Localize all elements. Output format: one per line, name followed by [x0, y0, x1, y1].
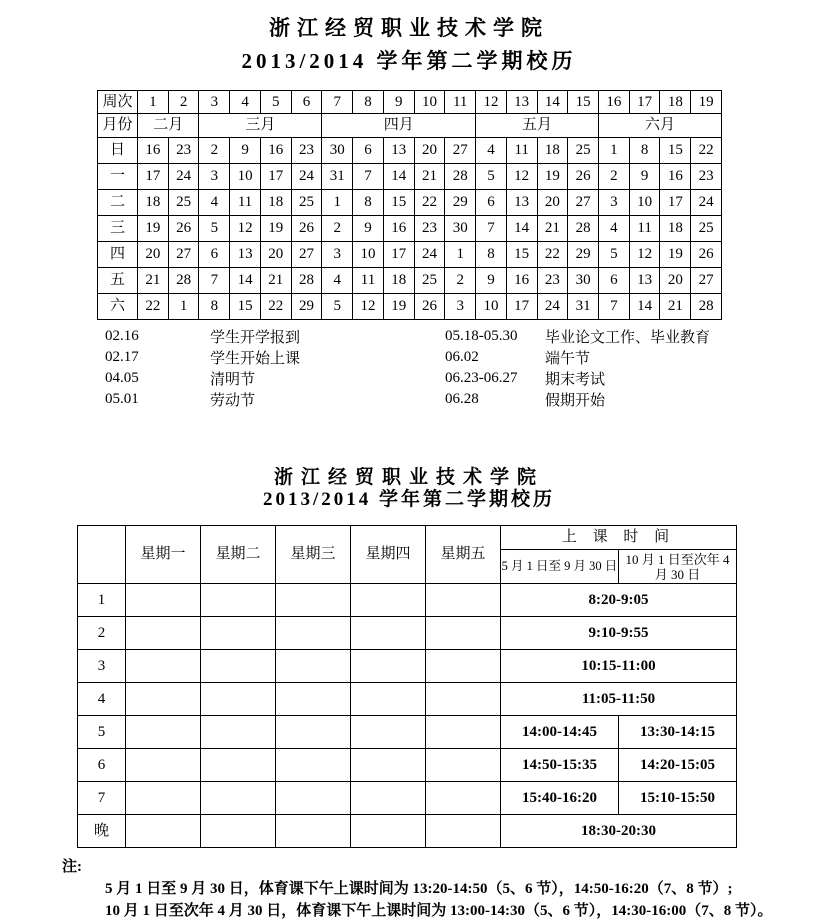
date-cell: 8 — [629, 138, 660, 164]
date-cell: 24 — [691, 190, 722, 216]
empty-schedule-cell — [201, 650, 276, 683]
date-cell: 15 — [660, 138, 691, 164]
date-cell: 10 — [629, 190, 660, 216]
date-cell: 10 — [476, 294, 507, 320]
event-desc: 学生开学报到 — [210, 330, 301, 346]
date-cell: 26 — [568, 164, 599, 190]
date-cell: 15 — [230, 294, 261, 320]
schedule-row — [78, 716, 737, 749]
empty-schedule-cell — [351, 650, 426, 683]
date-cell: 7 — [199, 268, 230, 294]
month-cell: 三月 — [199, 114, 322, 138]
week-number-cell: 16 — [599, 91, 630, 114]
date-cell: 14 — [383, 164, 414, 190]
empty-schedule-cell — [426, 584, 501, 617]
date-cell: 6 — [476, 190, 507, 216]
event-row — [105, 389, 818, 410]
event-row — [105, 368, 818, 389]
period-1-header: 5 月 1 日至 9 月 30 日 — [501, 550, 619, 584]
class-time: 18:30-20:30 — [501, 815, 737, 848]
schedule-row — [78, 584, 737, 617]
week-number-cell: 6 — [291, 91, 322, 114]
date-cell: 1 — [168, 294, 199, 320]
date-cell: 14 — [629, 294, 660, 320]
date-cell: 14 — [506, 216, 537, 242]
school-name-title-2: 浙江经贸职业技术学院 — [273, 467, 544, 488]
date-cell: 2 — [445, 268, 476, 294]
schedule-row — [78, 782, 737, 815]
event-date: 06.23-06.27 — [445, 370, 518, 386]
week-number-cell: 8 — [353, 91, 384, 114]
empty-schedule-cell — [276, 683, 351, 716]
empty-schedule-cell — [276, 650, 351, 683]
class-time-winter: 15:10-15:50 — [619, 782, 737, 815]
day-of-week-label: 一 — [98, 164, 138, 190]
empty-schedule-cell — [276, 782, 351, 815]
schedule-header-row — [78, 526, 737, 550]
date-cell: 29 — [291, 294, 322, 320]
calendar-day-row — [98, 216, 722, 242]
date-cell: 16 — [138, 138, 169, 164]
month-cell: 二月 — [138, 114, 199, 138]
date-cell: 3 — [199, 164, 230, 190]
date-cell: 18 — [260, 190, 291, 216]
event-date: 06.02 — [445, 349, 479, 365]
date-cell: 1 — [445, 242, 476, 268]
date-cell: 25 — [691, 216, 722, 242]
event-date: 02.17 — [105, 349, 139, 365]
date-cell: 2 — [322, 216, 353, 242]
semester-title: 2013/2014 学年第二学期校历 — [241, 49, 577, 73]
class-time: 8:20-9:05 — [501, 584, 737, 617]
date-cell: 11 — [629, 216, 660, 242]
date-cell: 7 — [476, 216, 507, 242]
date-cell: 27 — [445, 138, 476, 164]
date-cell: 9 — [476, 268, 507, 294]
week-number-cell: 13 — [506, 91, 537, 114]
empty-schedule-cell — [201, 584, 276, 617]
schedule-row — [78, 617, 737, 650]
week-number-cell: 15 — [568, 91, 599, 114]
period-number: 7 — [78, 782, 126, 815]
date-cell: 10 — [230, 164, 261, 190]
date-cell: 17 — [260, 164, 291, 190]
date-cell: 21 — [537, 216, 568, 242]
calendar-day-row — [98, 242, 722, 268]
date-cell: 25 — [568, 138, 599, 164]
event-row — [105, 347, 818, 368]
date-cell: 15 — [506, 242, 537, 268]
event-date: 06.28 — [445, 391, 479, 407]
week-number-cell: 2 — [168, 91, 199, 114]
class-time-winter: 13:30-14:15 — [619, 716, 737, 749]
calendar-day-row — [98, 190, 722, 216]
date-cell: 12 — [353, 294, 384, 320]
date-cell: 11 — [506, 138, 537, 164]
date-cell: 16 — [660, 164, 691, 190]
empty-schedule-cell — [276, 815, 351, 848]
date-cell: 19 — [260, 216, 291, 242]
date-cell: 25 — [168, 190, 199, 216]
schedule-section-header — [0, 467, 818, 511]
period-number: 4 — [78, 683, 126, 716]
school-name-title: 浙江经贸职业技术学院 — [269, 16, 549, 40]
event-desc: 期末考试 — [545, 372, 606, 388]
date-cell: 17 — [506, 294, 537, 320]
week-number-cell: 17 — [629, 91, 660, 114]
week-number-cell: 9 — [383, 91, 414, 114]
event-row — [105, 326, 818, 347]
key-dates-list — [105, 326, 818, 410]
day-of-week-label: 日 — [98, 138, 138, 164]
class-time: 9:10-9:55 — [501, 617, 737, 650]
date-cell: 24 — [168, 164, 199, 190]
date-cell: 27 — [291, 242, 322, 268]
date-cell: 26 — [291, 216, 322, 242]
day-of-week-label: 六 — [98, 294, 138, 320]
class-time: 10:15-11:00 — [501, 650, 737, 683]
date-cell: 30 — [322, 138, 353, 164]
empty-schedule-cell — [351, 716, 426, 749]
academic-calendar-table — [97, 90, 722, 320]
empty-schedule-cell — [351, 683, 426, 716]
weekday-header: 星期三 — [276, 526, 351, 584]
empty-schedule-cell — [426, 716, 501, 749]
date-cell: 26 — [168, 216, 199, 242]
date-cell: 2 — [199, 138, 230, 164]
date-cell: 8 — [353, 190, 384, 216]
day-of-week-label: 五 — [98, 268, 138, 294]
date-cell: 28 — [168, 268, 199, 294]
date-cell: 23 — [414, 216, 445, 242]
calendar-day-row — [98, 294, 722, 320]
empty-schedule-cell — [201, 749, 276, 782]
date-cell: 21 — [138, 268, 169, 294]
period-number: 5 — [78, 716, 126, 749]
empty-schedule-cell — [426, 815, 501, 848]
date-cell: 26 — [691, 242, 722, 268]
week-number-cell: 18 — [660, 91, 691, 114]
date-cell: 12 — [629, 242, 660, 268]
date-cell: 10 — [353, 242, 384, 268]
week-number-cell: 3 — [199, 91, 230, 114]
empty-schedule-cell — [426, 683, 501, 716]
date-cell: 8 — [476, 242, 507, 268]
empty-schedule-cell — [201, 617, 276, 650]
date-cell: 20 — [414, 138, 445, 164]
date-cell: 22 — [138, 294, 169, 320]
event-date: 04.05 — [105, 370, 139, 386]
empty-schedule-cell — [126, 815, 201, 848]
date-cell: 28 — [568, 216, 599, 242]
week-number-cell: 10 — [414, 91, 445, 114]
class-time-summer: 15:40-16:20 — [501, 782, 619, 815]
event-desc: 劳动节 — [210, 393, 256, 409]
empty-schedule-cell — [351, 584, 426, 617]
date-cell: 9 — [353, 216, 384, 242]
month-cell: 四月 — [322, 114, 476, 138]
date-cell: 21 — [260, 268, 291, 294]
date-cell: 29 — [568, 242, 599, 268]
schedule-row — [78, 815, 737, 848]
date-cell: 7 — [599, 294, 630, 320]
corner-cell — [78, 526, 126, 584]
date-cell: 5 — [599, 242, 630, 268]
week-number-cell: 1 — [138, 91, 169, 114]
class-time-schedule-table — [77, 525, 737, 848]
empty-schedule-cell — [426, 650, 501, 683]
date-cell: 25 — [414, 268, 445, 294]
date-cell: 23 — [168, 138, 199, 164]
month-row — [98, 114, 722, 138]
schedule-row — [78, 650, 737, 683]
week-number-cell: 19 — [691, 91, 722, 114]
schedule-row — [78, 749, 737, 782]
notes-section — [62, 857, 818, 922]
semester-title-2: 2013/2014 学年第二学期校历 — [262, 489, 556, 510]
date-cell: 11 — [353, 268, 384, 294]
event-desc: 端午节 — [545, 351, 591, 367]
date-cell: 5 — [322, 294, 353, 320]
date-cell: 8 — [199, 294, 230, 320]
date-cell: 23 — [291, 138, 322, 164]
document-header — [0, 0, 818, 74]
date-cell: 20 — [660, 268, 691, 294]
schedule-row — [78, 683, 737, 716]
date-cell: 16 — [260, 138, 291, 164]
date-cell: 19 — [138, 216, 169, 242]
date-cell: 24 — [291, 164, 322, 190]
date-cell: 20 — [138, 242, 169, 268]
date-cell: 5 — [199, 216, 230, 242]
week-number-cell: 12 — [476, 91, 507, 114]
date-cell: 13 — [506, 190, 537, 216]
empty-schedule-cell — [426, 617, 501, 650]
date-cell: 28 — [691, 294, 722, 320]
date-cell: 23 — [691, 164, 722, 190]
period-number: 晚 — [78, 815, 126, 848]
date-cell: 28 — [291, 268, 322, 294]
date-cell: 5 — [476, 164, 507, 190]
date-cell: 15 — [383, 190, 414, 216]
date-cell: 13 — [629, 268, 660, 294]
date-cell: 25 — [291, 190, 322, 216]
date-cell: 22 — [691, 138, 722, 164]
date-cell: 3 — [322, 242, 353, 268]
week-number-cell: 14 — [537, 91, 568, 114]
date-cell: 18 — [383, 268, 414, 294]
month-header-label: 月份 — [98, 114, 138, 138]
calendar-day-row — [98, 138, 722, 164]
date-cell: 16 — [506, 268, 537, 294]
day-of-week-label: 二 — [98, 190, 138, 216]
weekday-header: 星期四 — [351, 526, 426, 584]
weekday-header: 星期一 — [126, 526, 201, 584]
empty-schedule-cell — [276, 716, 351, 749]
event-date: 05.01 — [105, 391, 139, 407]
empty-schedule-cell — [201, 716, 276, 749]
date-cell: 18 — [138, 190, 169, 216]
period-number: 3 — [78, 650, 126, 683]
date-cell: 22 — [537, 242, 568, 268]
class-time-summer: 14:00-14:45 — [501, 716, 619, 749]
notes-label: 注: — [62, 859, 82, 875]
note-line-2: 10 月 1 日至次年 4 月 30 日，体育课下午上课时间为 13:00-14:30（5、6 节），14:30-16:00（7、8 节）。 — [105, 903, 773, 919]
weekday-header: 星期二 — [201, 526, 276, 584]
date-cell: 30 — [568, 268, 599, 294]
date-cell: 24 — [537, 294, 568, 320]
event-desc: 学生开始上课 — [210, 351, 301, 367]
empty-schedule-cell — [126, 584, 201, 617]
date-cell: 20 — [260, 242, 291, 268]
date-cell: 31 — [568, 294, 599, 320]
period-number: 1 — [78, 584, 126, 617]
date-cell: 21 — [660, 294, 691, 320]
date-cell: 9 — [230, 138, 261, 164]
date-cell: 22 — [260, 294, 291, 320]
date-cell: 19 — [537, 164, 568, 190]
date-cell: 2 — [599, 164, 630, 190]
week-number-cell: 4 — [230, 91, 261, 114]
empty-schedule-cell — [126, 749, 201, 782]
month-cell: 六月 — [599, 114, 722, 138]
date-cell: 18 — [660, 216, 691, 242]
class-time-summer: 14:50-15:35 — [501, 749, 619, 782]
date-cell: 21 — [414, 164, 445, 190]
period-2-header: 10 月 1 日至次年 4 月 30 日 — [619, 550, 737, 584]
date-cell: 12 — [230, 216, 261, 242]
date-cell: 19 — [383, 294, 414, 320]
class-time: 11:05-11:50 — [501, 683, 737, 716]
date-cell: 22 — [414, 190, 445, 216]
period-number: 2 — [78, 617, 126, 650]
date-cell: 30 — [445, 216, 476, 242]
calendar-day-row — [98, 164, 722, 190]
day-of-week-label: 三 — [98, 216, 138, 242]
calendar-day-row — [98, 268, 722, 294]
date-cell: 9 — [629, 164, 660, 190]
date-cell: 4 — [322, 268, 353, 294]
date-cell: 20 — [537, 190, 568, 216]
empty-schedule-cell — [276, 749, 351, 782]
empty-schedule-cell — [126, 716, 201, 749]
date-cell: 27 — [168, 242, 199, 268]
date-cell: 3 — [445, 294, 476, 320]
date-cell: 3 — [599, 190, 630, 216]
date-cell: 18 — [537, 138, 568, 164]
date-cell: 24 — [414, 242, 445, 268]
note-line-1: 5 月 1 日至 9 月 30 日，体育课下午上课时间为 13:20-14:50（5、6 节），14:50-16:20（7、8 节）; — [105, 881, 733, 897]
date-cell: 6 — [353, 138, 384, 164]
week-number-cell: 11 — [445, 91, 476, 114]
date-cell: 17 — [383, 242, 414, 268]
empty-schedule-cell — [201, 683, 276, 716]
event-desc: 假期开始 — [545, 393, 606, 409]
week-number-row — [98, 91, 722, 114]
date-cell: 4 — [599, 216, 630, 242]
date-cell: 13 — [383, 138, 414, 164]
class-time-winter: 14:20-15:05 — [619, 749, 737, 782]
week-number-cell: 5 — [260, 91, 291, 114]
day-of-week-label: 四 — [98, 242, 138, 268]
date-cell: 27 — [691, 268, 722, 294]
empty-schedule-cell — [201, 815, 276, 848]
class-time-header: 上 课 时 间 — [501, 526, 737, 550]
date-cell: 6 — [599, 268, 630, 294]
date-cell: 29 — [445, 190, 476, 216]
empty-schedule-cell — [351, 782, 426, 815]
event-date: 02.16 — [105, 328, 139, 344]
empty-schedule-cell — [426, 782, 501, 815]
date-cell: 13 — [230, 242, 261, 268]
empty-schedule-cell — [126, 782, 201, 815]
week-header-label: 周次 — [98, 91, 138, 114]
empty-schedule-cell — [126, 683, 201, 716]
empty-schedule-cell — [126, 650, 201, 683]
empty-schedule-cell — [276, 584, 351, 617]
weekday-header: 星期五 — [426, 526, 501, 584]
empty-schedule-cell — [276, 617, 351, 650]
empty-schedule-cell — [351, 749, 426, 782]
date-cell: 27 — [568, 190, 599, 216]
date-cell: 26 — [414, 294, 445, 320]
date-cell: 11 — [230, 190, 261, 216]
date-cell: 14 — [230, 268, 261, 294]
week-number-cell: 7 — [322, 91, 353, 114]
date-cell: 16 — [383, 216, 414, 242]
event-desc: 毕业论文工作、毕业教育 — [545, 330, 711, 346]
date-cell: 31 — [322, 164, 353, 190]
date-cell: 4 — [476, 138, 507, 164]
empty-schedule-cell — [126, 617, 201, 650]
empty-schedule-cell — [351, 815, 426, 848]
event-desc: 清明节 — [210, 372, 256, 388]
month-cell: 五月 — [476, 114, 599, 138]
date-cell: 6 — [199, 242, 230, 268]
date-cell: 28 — [445, 164, 476, 190]
empty-schedule-cell — [426, 749, 501, 782]
date-cell: 12 — [506, 164, 537, 190]
empty-schedule-cell — [351, 617, 426, 650]
date-cell: 7 — [353, 164, 384, 190]
date-cell: 17 — [660, 190, 691, 216]
period-number: 6 — [78, 749, 126, 782]
date-cell: 1 — [322, 190, 353, 216]
date-cell: 1 — [599, 138, 630, 164]
empty-schedule-cell — [201, 782, 276, 815]
date-cell: 17 — [138, 164, 169, 190]
date-cell: 4 — [199, 190, 230, 216]
event-date: 05.18-05.30 — [445, 328, 518, 344]
date-cell: 19 — [660, 242, 691, 268]
date-cell: 23 — [537, 268, 568, 294]
